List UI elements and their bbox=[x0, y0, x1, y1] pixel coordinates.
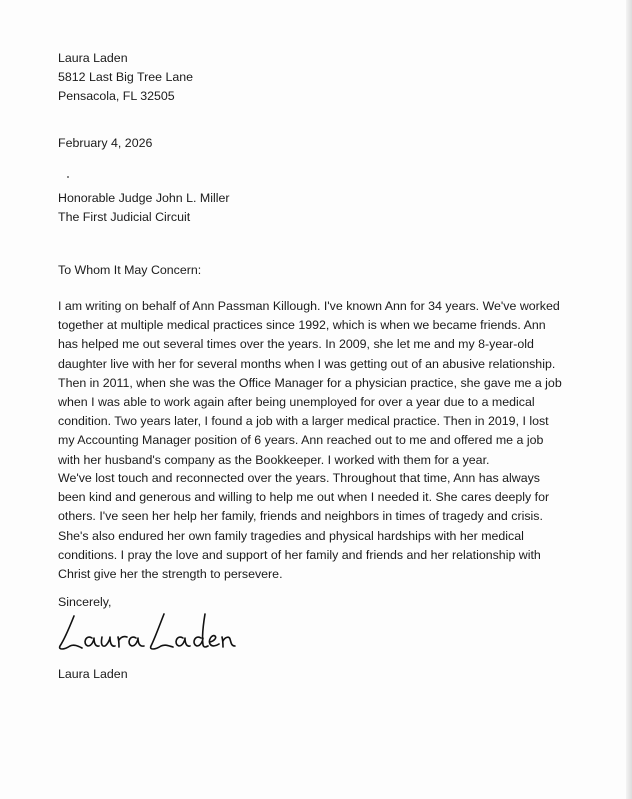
paragraph-line: others. I've seen her help her family, friends and neighbors in times of tragedy and crisis. bbox=[58, 509, 543, 524]
paragraph-line: She's also endured her own family tragedies and physical hardships with her medical bbox=[58, 528, 524, 543]
salutation: To Whom It May Concern: bbox=[58, 263, 202, 277]
closing: Sincerely, bbox=[58, 595, 112, 609]
paragraph-line: I am writing on behalf of Ann Passman Killough. I've known Ann for 34 years. We've worked bbox=[58, 299, 560, 313]
body-paragraph-1 bbox=[58, 297, 570, 470]
scan-speck bbox=[67, 176, 69, 178]
paragraph-line: together at multiple medical practices since 1992, which is when we became friends. Ann bbox=[58, 318, 546, 333]
paragraph-line: We've lost touch and reconnected over the years. Throughout that time, Ann has always bbox=[58, 471, 540, 485]
paragraph-line: conditions. I pray the love and support of her family and friends and her relationship with bbox=[58, 547, 541, 562]
sender-street: 5812 Last Big Tree Lane bbox=[58, 70, 194, 85]
paragraph-line: Then in 2011, when she was the Office Manager for a physician practice, she gave me a job bbox=[58, 375, 562, 390]
paragraph-line: been kind and generous and willing to help me out when I needed it. She cares deeply for bbox=[58, 490, 550, 505]
sender-address-block bbox=[58, 49, 193, 107]
recipient-court: The First Judicial Circuit bbox=[58, 210, 191, 225]
printed-signer-name: Laura Laden bbox=[58, 667, 128, 681]
paragraph-line: condition. Two years later, I found a job with a larger medical practice. Then in 2019, I lost bbox=[58, 414, 549, 429]
handwritten-signature bbox=[52, 606, 242, 658]
paragraph-line: has helped me out several times over the years. In 2009, she let me and my 8-year-old bbox=[58, 337, 534, 352]
recipient-block bbox=[58, 189, 230, 227]
letter-date: February 4, 2026 bbox=[58, 136, 153, 150]
sender-city-state-zip: Pensacola, FL 32505 bbox=[58, 89, 175, 104]
paragraph-line: my Accounting Manager position of 6 years. Ann reached out to me and offered me a job bbox=[58, 433, 544, 448]
body-paragraph-2 bbox=[58, 469, 570, 584]
scan-edge-shadow bbox=[626, 0, 632, 799]
paragraph-line: when I was able to work again after being unemployed for over a year due to a medical bbox=[58, 395, 535, 410]
paragraph-line: with her husband's company as the Bookkeeper. I worked with them for a year. bbox=[58, 452, 490, 467]
sender-name: Laura Laden bbox=[58, 51, 128, 65]
recipient-name: Honorable Judge John L. Miller bbox=[58, 191, 230, 205]
paragraph-line: daughter live with her for several months when I was getting out of an abusive relationship. bbox=[58, 356, 556, 371]
paragraph-line: Christ give her the strength to persevere. bbox=[58, 567, 283, 582]
